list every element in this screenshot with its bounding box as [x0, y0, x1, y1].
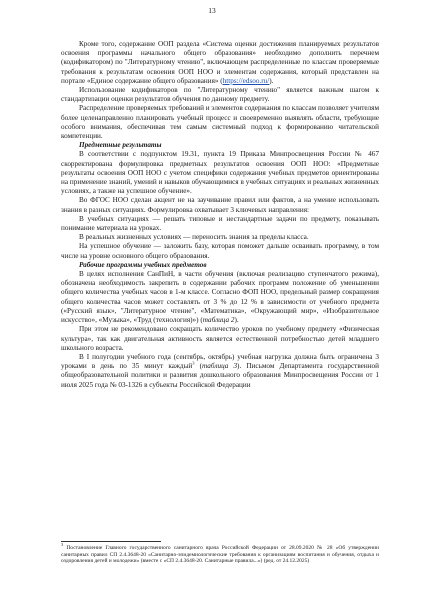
paragraph: Распределение проверяемых требований и элементов содержания по классам позволяет учителям более целенаправленно планировать учебный процесс и своевременно выявлять области, требующие особого внимания, обеспечивая тем самым системный подход к формированию читательской компетенции. — [61, 104, 379, 141]
paragraph: В учебных ситуациях — решать типовые и нестандартные задачи по предмету, показывать понимание материала на уроках. — [61, 214, 379, 233]
paragraph-text: Кроме того, содержание ООП раздела «Система оценки достижения планируемых результатов освоения программы начального общего образования» необходимо дополнить перечнем (кодификатором) по "Литературному чтению", включающем распределенные по классам проверяемые требования к результатам освоения ООП НОО и элементам содержания, который представлен на портале «Единое содержание общего образования» ( — [61, 40, 379, 85]
footnote-reference: 3 — [192, 360, 195, 366]
table-reference: таблица 2 — [202, 316, 235, 325]
table-reference: таблица 3 — [202, 362, 238, 371]
paragraph: На успешное обучение — заложить базу, которая поможет дальше осваивать программу, в том числе на уровне основного общего образования. — [61, 242, 379, 260]
paragraph-text-end: ). — [269, 76, 274, 85]
paragraph — [61, 40, 379, 86]
paragraph — [61, 270, 379, 325]
body-text — [61, 40, 379, 390]
footnote — [61, 542, 379, 565]
paragraph-text-end: ). Письмом Департамента государственной общеобразовательной политики и развития дошкольного образования Минпросвещения России от 1 июля 2025 года № 03-1326 в субъекты Российской Федерации — [61, 362, 379, 389]
paragraph-text-mid: ( — [194, 362, 203, 371]
paragraph-text: В целях исполнения СанПиН, в части обучения (включая реализацию ступенчатого режима), обозначена необходимость закрепить в содержании рабочих программ положение об уменьшении общего количества учебных часов в 1-м классе. Согласно ФОП НОО, предельный размер сокращения общего количества часов может составлять от 3 % до 12 % в зависимости от учебного предмета («Русский язык», "Литературное чтение", «Математика», «Окружающий мир», «Изобразительное искусство», «Музыка», «Труд (технология)») ( — [61, 270, 379, 325]
paragraph: Использование кодификаторов по "Литературному чтению" является важным шагом к стандартизации оценки результатов обучения по данному предмету. — [61, 86, 379, 104]
page-number: 13 — [208, 6, 216, 15]
paragraph: При этом не рекомендовано сокращать количество уроков по учебному предмету «Физическая культура», так как двигательная активность является естественной потребностью детей младшего школьного возраста. — [61, 325, 379, 352]
edsoo-link[interactable]: https://edsoo.ru/ — [222, 76, 270, 85]
paragraph-text: В I полугодии учебного года (сентябрь, октябрь) учебная нагрузка должна быть ограничена 3 уроками в день по 35 минут каждый — [61, 352, 379, 371]
section-heading-work-programs: Рабочие программы учебных предметов — [79, 260, 207, 269]
section-heading-subject-results: Предметные результаты — [79, 141, 162, 150]
paragraph: В соответствии с подпунктом 19.31, пункта 19 Приказа Минпросвещения России № 467 скорректирована формулировка предметных результатов освоения ООП НОО: «Предметные результаты освоения ООП НОО с учетом специфики содержания учебных предметов ориентированы на применение знаний, умений и навыков обучающимися в учебных ситуациях и реальных жизненных условиях, а также на успешное обучение». — [61, 150, 379, 196]
paragraph: В реальных жизненных условиях — переносить знания за пределы класса. — [79, 233, 309, 242]
footnote-divider — [61, 541, 161, 542]
footnote-marker: 3 — [61, 542, 64, 548]
paragraph-text-end: ). — [234, 316, 239, 325]
paragraph: Во ФГОС НОО сделан акцент не на заучивание правил или фактов, а на умение использовать знания в разных ситуациях. Формулировка охватывает 3 ключевых направления: — [61, 196, 379, 214]
footnote-text: Постановление Главного государственного санитарного врача Российской Федерации от 28.09.2020 № 28 «Об утверждении санитарных правил СП 2.4.3648-20 «Санитарно-эпидемиологические требования к организациям воспитания и обучения, отдыха и оздоровления детей и молодежи» (вместе с «СП 2.4.3648-20. Санитарные правила...») (ред. от 24.12.2025) — [61, 545, 379, 565]
paragraph — [61, 353, 379, 390]
